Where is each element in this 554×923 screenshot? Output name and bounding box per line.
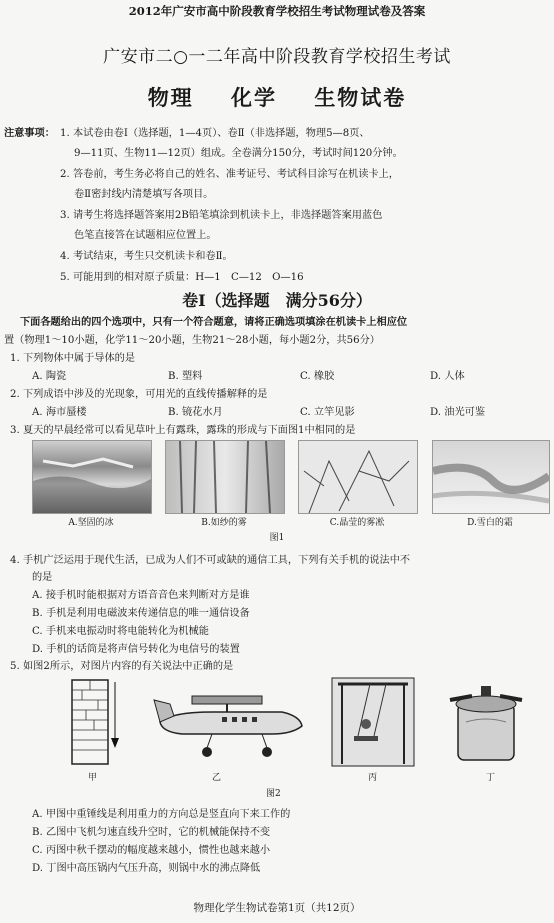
q2-option-d: D. 油光可鉴	[430, 407, 486, 418]
q5-option-b: B. 乙图中飞机匀速直线升空时，它的机械能保持不变	[32, 827, 271, 838]
section-title: 卷Ⅰ（选择题 满分56分）	[182, 291, 372, 310]
q5-option-a: A. 甲图中重锤线是利用重力的方向总是竖直向下来工作的	[32, 809, 291, 820]
drawing-swing	[330, 676, 416, 768]
q4-option-d: D. 手机的话筒是将声信号转化为电信号的装置	[32, 644, 240, 655]
paper-subjects	[0, 82, 554, 112]
q5-option-d: D. 丁图中高压锅内气压升高，则锅中水的沸点降低	[32, 863, 261, 874]
page-footer: 物理化学生物试卷第1页（共12页）	[193, 902, 361, 914]
q1-option-b: B. 塑料	[168, 371, 203, 382]
notice-item: 1. 本试卷由卷Ⅰ（选择题，1—4页）、卷Ⅱ（非选择题，物理5—8页、	[60, 128, 370, 139]
q4-option-c: C. 手机来电振动时将电能转化为机械能	[32, 626, 209, 637]
subject-biology: 生物试卷	[314, 85, 407, 110]
section-instruction: 置（物理1～10小题，化学11～20小题，生物21～28小题，每小题2分，共56分）	[4, 335, 380, 346]
caption-fog: B.如纱的雾	[201, 518, 247, 528]
notice-item: 3. 请考生将选择题答案用2B铅笔填涂到机读卡上，非选择题答案用蓝色	[60, 210, 383, 221]
q2-option-b: B. 镜花水月	[168, 407, 223, 418]
q2-option-c: C. 立竿见影	[300, 407, 355, 418]
subject-chemistry: 化学	[231, 85, 277, 110]
drawing-pressure-cooker	[448, 682, 524, 766]
question-4-stem: 4. 手机广泛运用于现代生活，已成为人们不可或缺的通信工具，下列有关手机的说法中不	[10, 555, 411, 566]
page-top-title: 2012年广安市高中阶段教育学校招生考试物理试卷及答案	[128, 4, 426, 18]
drawing-airplane	[152, 686, 307, 764]
notice-item: 色笔直接答在试题相应位置上。	[74, 230, 217, 241]
q4-option-a: A. 接手机时能根据对方语音音色来判断对方是谁	[32, 590, 250, 601]
subject-physics: 物理	[147, 85, 194, 110]
question-1-stem: 1. 下列物体中属于导体的是	[10, 353, 136, 364]
figure-label-a: 甲	[88, 773, 98, 783]
q1-option-d: D. 人体	[430, 371, 465, 382]
notice-item: 2. 答卷前，考生务必将自己的姓名、准考证号、考试科目涂写在机读卡上，	[60, 169, 399, 180]
caption-frost: D.雪白的霜	[467, 518, 513, 528]
photo-ice	[32, 440, 152, 514]
photo-rime	[298, 440, 418, 514]
photo-fog	[165, 440, 285, 514]
exam-title: 广安市二○一二年高中阶段教育学校招生考试	[103, 47, 451, 67]
q2-option-a: A. 海市蜃楼	[32, 407, 87, 418]
question-4-stem-cont: 的是	[32, 572, 53, 583]
drawing-plumb-line-wall	[60, 676, 125, 768]
section-instruction: 下面各题给出的四个选项中，只有一个符合题意，请将正确选项填涂在机读卡上相应位	[20, 316, 408, 328]
notice-label: 注意事项：	[4, 127, 55, 139]
figure-1-label: 图1	[269, 533, 285, 543]
q1-option-a: A. 陶瓷	[32, 371, 67, 382]
photo-frost	[432, 440, 550, 514]
figure-label-b: 乙	[212, 773, 222, 783]
figure-label-d: 丁	[486, 773, 496, 783]
notice-item: 9—11页、生物11—12页）组成。全卷满分150分，考试时间120分钟。	[74, 148, 403, 159]
question-5-stem: 5. 如图2所示，对图片内容的有关说法中正确的是	[10, 661, 234, 672]
q4-option-b: B. 手机是利用电磁波来传递信息的唯一通信设备	[32, 608, 250, 619]
notice-item: 4. 考试结束，考生只交机读卡和卷Ⅱ。	[60, 251, 233, 262]
notice-item: 5. 可能用到的相对原子质量：H—1 C—12 O—16	[60, 272, 304, 283]
figure-label-c: 丙	[368, 773, 378, 783]
q1-option-c: C. 橡胶	[300, 371, 335, 382]
q5-option-c: C. 丙图中秋千摆动的幅度越来越小，惯性也越来越小	[32, 845, 271, 856]
caption-rime: C.晶莹的雾凇	[329, 518, 385, 528]
question-3-stem: 3. 夏天的早晨经常可以看见草叶上有露珠，露珠的形成与下面图1中相同的是	[10, 425, 356, 436]
figure-2-label: 图2	[266, 789, 281, 799]
question-2-stem: 2. 下列成语中涉及的光现象，可用光的直线传播解释的是	[10, 389, 268, 400]
caption-ice: A.坚固的冰	[68, 518, 114, 528]
notice-item: 卷Ⅱ密封线内清楚填写各项目。	[74, 189, 214, 200]
